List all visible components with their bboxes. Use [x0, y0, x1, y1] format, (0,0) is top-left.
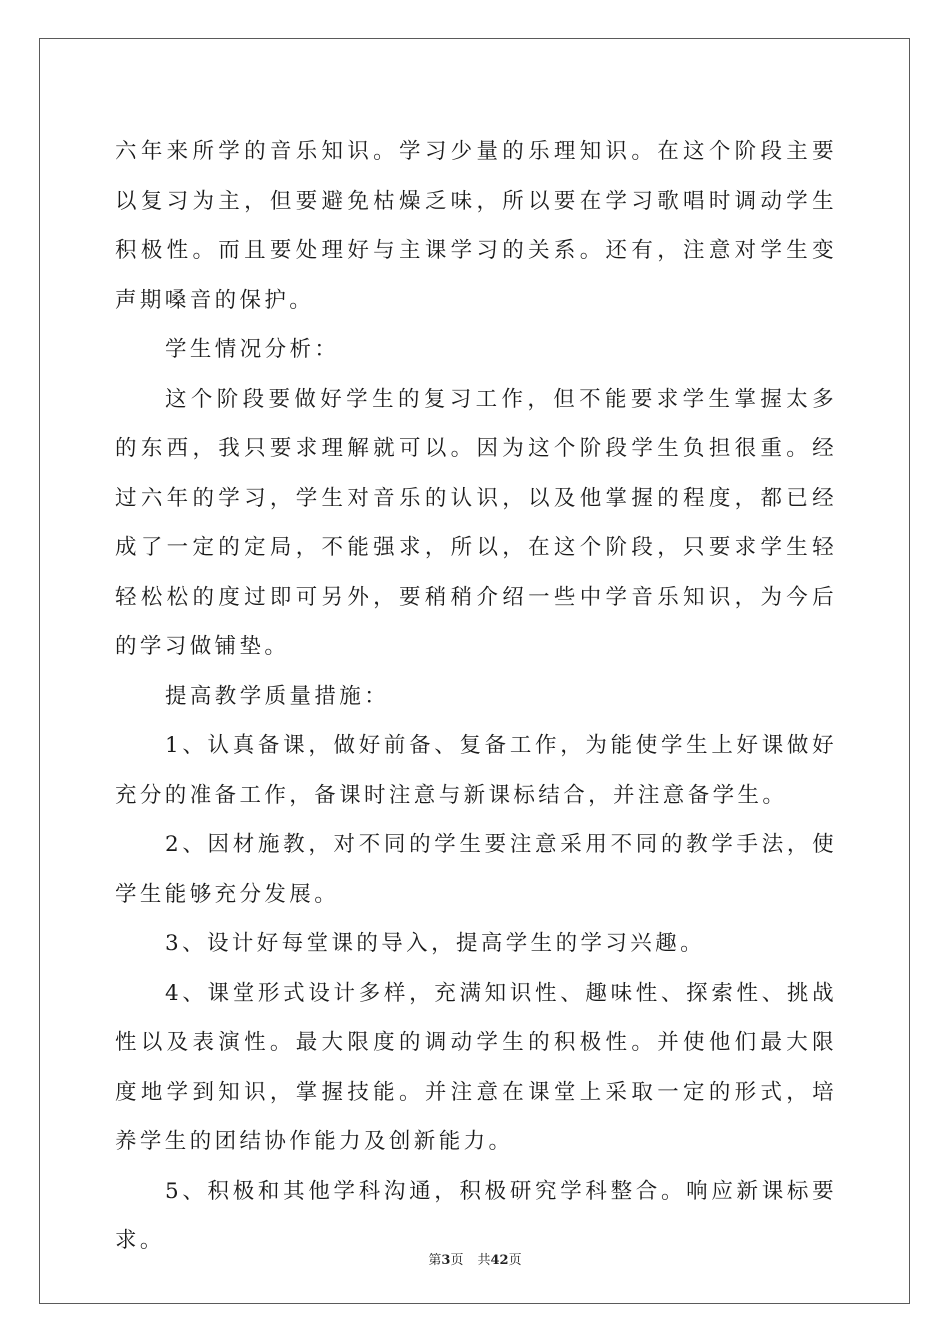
page-number: 3 — [441, 1253, 451, 1268]
document-body — [115, 127, 837, 1266]
page-footer — [0, 1249, 950, 1268]
paragraph-music-knowledge: 六年来所学的音乐知识。学习少量的乐理知识。在这个阶段主要以复习为主，但要避免枯燥乏味，所以要在学习歌唱时调动学生积极性。而且要处理好与主课学习的关系。还有，注意对学生变声期嗓音的保护。 — [115, 139, 837, 313]
heading-quality-measures: 提高教学质量措施： — [165, 683, 390, 709]
paragraph-student-analysis: 这个阶段要做好学生的复习工作，但不能要求学生掌握太多的东西，我只要求理解就可以。因为这个阶段学生负担很重。经过六年的学习，学生对音乐的认识，以及他掌握的程度，都已经成了一定的定局，不能强求，所以，在这个阶段，只要求学生轻轻松松的度过即可另外，要稍稍介绍一些中学音乐知识，为今后的学习做铺垫。 — [115, 386, 837, 659]
list-item-measure-3: 3、设计好每堂课的导入，提高学生的学习兴趣。 — [165, 931, 705, 956]
page-prefix: 第 — [428, 1253, 442, 1268]
list-item-measure-5: 5、积极和其他学科沟通，积极研究学科整合。响应新课标要求。 — [115, 1178, 837, 1253]
heading-student-analysis: 学生情况分析： — [165, 337, 340, 362]
list-item-measure-2: 2、因材施教，对不同的学生要注意采用不同的教学手法，使学生能够充分发展。 — [115, 832, 837, 907]
total-pages: 42 — [490, 1253, 509, 1268]
page-suffix: 页 — [450, 1253, 464, 1268]
total-prefix: 共 — [477, 1253, 491, 1268]
total-suffix: 页 — [508, 1253, 522, 1268]
list-item-measure-4: 4、课堂形式设计多样，充满知识性、趣味性、探索性、挑战性以及表演性。最大限度的调动学生的积极性。并使他们最大限度地学到知识，掌握技能。并注意在课堂上采取一定的形式，培养学生的团结协作能力及创新能力。 — [115, 980, 837, 1154]
list-item-measure-1: 1、认真备课，做好前备、复备工作，为能使学生上好课做好充分的准备工作，备课时注意与新课标结合，并注意备学生。 — [115, 733, 837, 808]
